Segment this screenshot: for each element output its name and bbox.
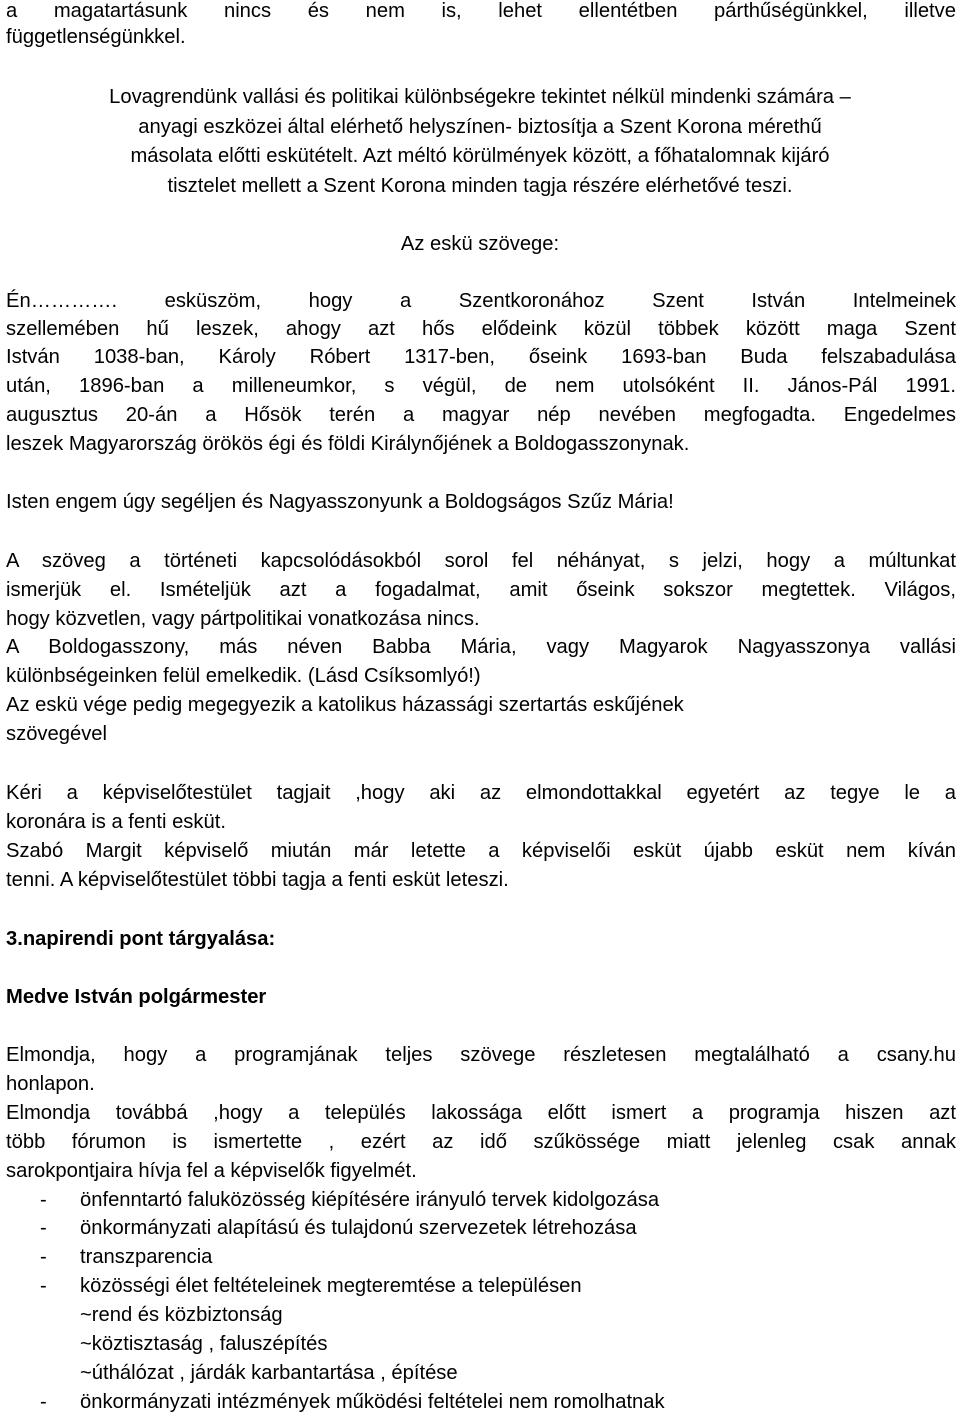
paragraph-line: anyagi eszközei által elérhető helyszínen- biztosítja a Szent Korona mérethű: [138, 116, 822, 138]
bullet-dash: -: [40, 1275, 47, 1297]
bullet-dash: -: [40, 1189, 47, 1211]
paragraph-line: tenni. A képviselőtestület többi tagja a fenti esküt leteszi.: [6, 869, 509, 891]
paragraph-line: Szabó Margit képviselő miután már letette a képviselői esküt újabb esküt nem kíván: [6, 840, 956, 862]
bullet-item: közösségi élet feltételeinek megteremtése a településen: [80, 1275, 582, 1297]
bullet-dash: -: [40, 1217, 47, 1239]
paragraph-line: a magatartásunk nincs és nem is, lehet ellentétben párthűségünkkel, illetve: [6, 0, 956, 22]
bullet-item: önkormányzati intézmények működési feltételei nem romolhatnak: [80, 1391, 665, 1413]
section-heading: Az eskü szövege:: [400, 233, 560, 255]
paragraph-line: A szöveg a történeti kapcsolódásokból sorol fel néhányat, s jelzi, hogy a múltunkat: [6, 550, 956, 572]
oath-line: szellemében hű leszek, ahogy azt hős elődeink közül többek között maga Szent: [6, 318, 956, 340]
paragraph-line: több fórumon is ismertette , ezért az idő szűkössége miatt jelenleg csak annak: [6, 1131, 956, 1153]
paragraph-line: függetlenségünkkel.: [6, 26, 186, 48]
bullet-item: önkormányzati alapítású és tulajdonú szervezetek létrehozása: [80, 1217, 637, 1239]
paragraph-line: Isten engem úgy segéljen és Nagyasszonyunk a Boldogságos Szűz Mária!: [6, 491, 674, 513]
paragraph-line: másolata előtti eskütételt. Azt méltó körülmények között, a főhatalomnak kijáró: [130, 145, 830, 167]
paragraph-line: szövegével: [6, 723, 107, 745]
paragraph-line: Kéri a képviselőtestület tagjait ,hogy aki az elmondottakkal egyetért az tegye le a: [6, 782, 956, 804]
bullet-dash: -: [40, 1391, 47, 1413]
paragraph-line: Az eskü vége pedig megegyezik a katolikus házassági szertartás eskűjének: [6, 694, 684, 716]
paragraph-line: honlapon.: [6, 1073, 95, 1095]
paragraph-line: koronára is a fenti esküt.: [6, 811, 226, 833]
bullet-item: önfenntartó faluközösség kiépítésére irányuló tervek kidolgozása: [80, 1189, 660, 1211]
oath-line: augusztus 20-án a Hősök terén a magyar nép nevében megfogadta. Engedelmes: [6, 404, 956, 426]
paragraph-line: A Boldogasszony, más néven Babba Mária, vagy Magyarok Nagyasszonya vallási: [6, 636, 956, 658]
paragraph-line: ismerjük el. Ismételjük azt a fogadalmat, amit őseink sokszor megtettek. Világos,: [6, 579, 956, 601]
paragraph-line: tisztelet mellett a Szent Korona minden tagja részére elérhetővé teszi.: [167, 175, 793, 197]
sub-item: ~úthálózat , járdák karbantartása , építése: [80, 1362, 458, 1384]
paragraph-line: sarokpontjaira hívja fel a képviselők figyelmét.: [6, 1160, 417, 1182]
oath-line: Én…………. esküszöm, hogy a Szentkoronához Szent István Intelmeinek: [6, 290, 956, 312]
paragraph-line: Elmondja, hogy a programjának teljes szövege részletesen megtalálható a csany.hu: [6, 1044, 956, 1066]
bullet-item: transzparencia: [80, 1246, 213, 1268]
oath-line: leszek Magyarország örökös égi és földi Királynőjének a Boldogasszonynak.: [6, 433, 690, 455]
bullet-dash: -: [40, 1246, 47, 1268]
paragraph-line: Elmondja továbbá ,hogy a település lakossága előtt ismert a programja hiszen azt: [6, 1102, 956, 1124]
oath-line: után, 1896-ban a milleneumkor, s végül, de nem utolsóként II. János-Pál 1991.: [6, 375, 956, 397]
speaker-heading: Medve István polgármester: [6, 986, 267, 1008]
sub-item: ~köztisztaság , faluszépítés: [80, 1333, 328, 1355]
paragraph-line: hogy közvetlen, vagy pártpolitikai vonatkozása nincs.: [6, 608, 480, 630]
paragraph-line: különbségeinken felül emelkedik. (Lásd Csíksomlyó!): [6, 665, 481, 687]
oath-line: István 1038-ban, Károly Róbert 1317-ben, őseink 1693-ban Buda felszabadulása: [6, 346, 956, 368]
paragraph-line: Lovagrendünk vallási és politikai különbségekre tekintet nélkül mindenki számára –: [109, 86, 851, 108]
sub-item: ~rend és közbiztonság: [80, 1304, 283, 1326]
agenda-heading: 3.napirendi pont tárgyalása:: [6, 928, 276, 950]
